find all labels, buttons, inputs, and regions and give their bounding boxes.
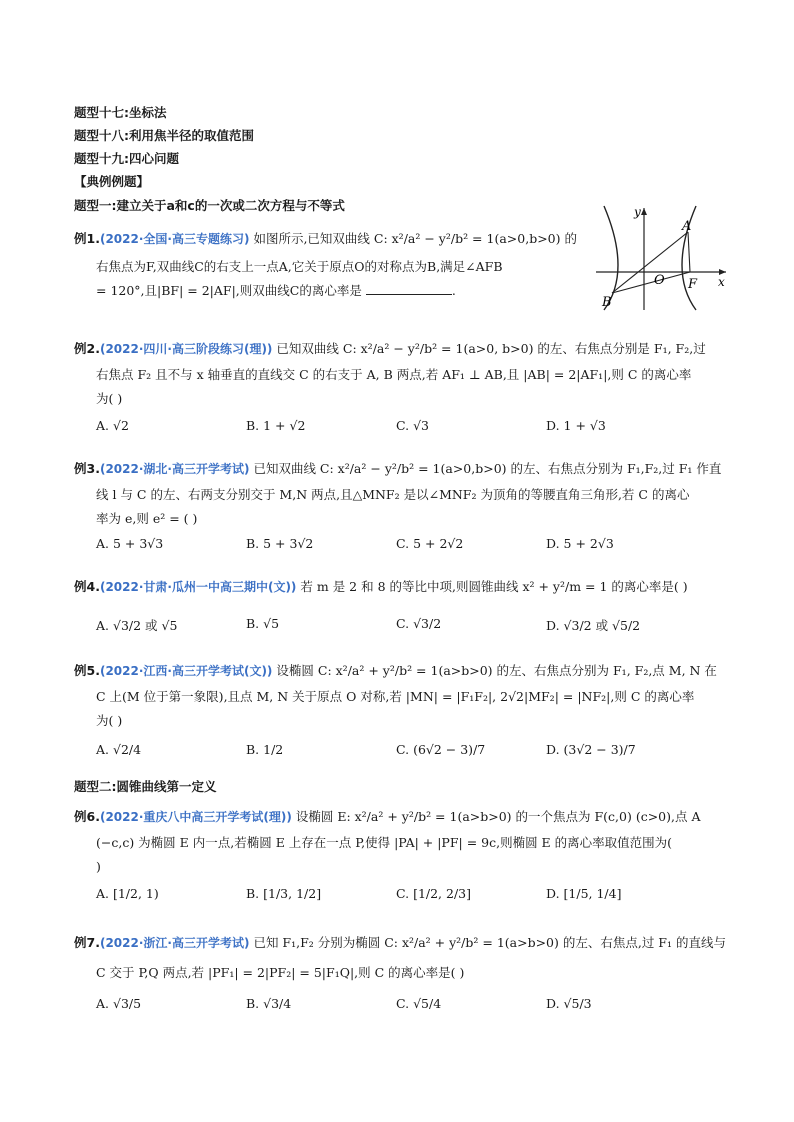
- example-1-text-1: 如图所示,已知双曲线 C: x²/a² − y²/b² = 1(a>0,b>0) 的: [253, 231, 577, 246]
- example-7-option-b[interactable]: B. √3/4: [246, 996, 292, 1011]
- example-2-text-3: 为( ): [96, 391, 123, 406]
- example-2-option-d[interactable]: D. 1 + √3: [546, 418, 606, 433]
- example-5-text-1: 设椭圆 C: x²/a² + y²/b² = 1(a>b>0) 的左、右焦点分别为 F₁, F₂,点 M, N 在: [276, 663, 717, 678]
- example-5-source[interactable]: (2022·江西·高三开学考试(文)): [99, 664, 273, 678]
- example-2-line-1: [74, 340, 706, 358]
- example-6-option-d[interactable]: D. [1/5, 1/4]: [546, 886, 622, 901]
- example-6-text-2: (−c,c) 为椭圆 E 内一点,若椭圆 E 上存在一点 P,使得 |PA| + |PF| = 9c,则椭圆 E 的离心率取值范围为(: [96, 835, 673, 850]
- example-7-line-1: [74, 934, 726, 952]
- period: .: [451, 283, 456, 298]
- label-A: A: [682, 219, 692, 234]
- example-5-text-2: C 上(M 位于第一象限),且点 M, N 关于原点 O 对称,若 |MN| = |F₁F₂|, 2√2|MF₂| = |NF₂|,则 C 的离心率: [96, 689, 695, 704]
- example-7-option-a[interactable]: A. √3/5: [96, 996, 142, 1011]
- heading-type-19: 题型十九:四心问题: [74, 151, 179, 166]
- example-3-label: 例3.: [74, 461, 100, 476]
- example-4-text-1: 若 m 是 2 和 8 的等比中项,则圆锥曲线 x² + y²/m = 1 的离心率是( ): [300, 579, 688, 594]
- example-6-line-1: [74, 808, 701, 826]
- example-6-text-3: ): [96, 859, 101, 874]
- example-6-source[interactable]: (2022·重庆八中高三开学考试(理)): [99, 810, 292, 824]
- example-2-text-2: 右焦点 F₂ 且不与 x 轴垂直的直线交 C 的右支于 A, B 两点,若 AF₁ ⊥ AB,且 |AB| = 2|AF₁|,则 C 的离心率: [96, 367, 692, 382]
- example-3-text-1: 已知双曲线 C: x²/a² − y²/b² = 1(a>0,b>0) 的左、右焦点分别为 F₁,F₂,过 F₁ 作直: [253, 461, 722, 476]
- example-2-source[interactable]: (2022·四川·高三阶段练习(理)): [99, 342, 273, 356]
- example-3-text-2: 线 l 与 C 的左、右两支分别交于 M,N 两点,且△MNF₂ 是以∠MNF₂ 为顶角的等腰直角三角形,若 C 的离心: [96, 487, 690, 502]
- hyperbola-figure: [592, 202, 732, 312]
- example-4-option-d[interactable]: D. √3/2 或 √5/2: [546, 618, 641, 633]
- example-2-option-b[interactable]: B. 1 + √2: [246, 418, 306, 433]
- example-2-label: 例2.: [74, 341, 100, 356]
- example-2-option-a[interactable]: A. √2: [96, 418, 129, 433]
- example-3-option-a[interactable]: A. 5 + 3√3: [96, 536, 164, 551]
- example-6-option-c[interactable]: C. [1/2, 2/3]: [396, 886, 471, 901]
- example-6-options: [96, 886, 736, 908]
- example-5-label: 例5.: [74, 663, 100, 678]
- example-6-label: 例6.: [74, 809, 100, 824]
- heading-type-1: 题型一:建立关于a和c的一次或二次方程与不等式: [74, 198, 345, 213]
- heading-type-2: 题型二:圆锥曲线第一定义: [74, 779, 217, 794]
- example-4-source[interactable]: (2022·甘肃·瓜州一中高三期中(文)): [99, 580, 297, 594]
- example-7-text-2: C 交于 P,Q 两点,若 |PF₁| = 2|PF₂| = 5|F₁Q|,则 C 的离心率是( ): [96, 965, 465, 980]
- example-5-text-3: 为( ): [96, 713, 123, 728]
- example-7-text-1: 已知 F₁,F₂ 分别为椭圆 C: x²/a² + y²/b² = 1(a>b>0) 的左、右焦点,过 F₁ 的直线与: [253, 935, 726, 950]
- example-4-option-c[interactable]: C. √3/2: [396, 616, 442, 631]
- example-5-option-c[interactable]: C. (6√2 − 3)/7: [396, 742, 486, 757]
- example-1-text-2: 右焦点为F,双曲线C的右支上一点A,它关于原点O的对称点为B,满足∠AFB: [96, 259, 503, 274]
- example-5-option-d[interactable]: D. (3√2 − 3)/7: [546, 742, 636, 757]
- heading-type-18: 题型十八:利用焦半径的取值范围: [74, 128, 254, 143]
- example-3-option-d[interactable]: D. 5 + 2√3: [546, 536, 614, 551]
- example-2-option-c[interactable]: C. √3: [396, 418, 429, 433]
- example-7-source[interactable]: (2022·浙江·高三开学考试): [99, 936, 250, 950]
- example-2-text-1: 已知双曲线 C: x²/a² − y²/b² = 1(a>0, b>0) 的左、右焦点分别是 F₁, F₂,过: [276, 341, 706, 356]
- example-1-text-3: = 120°,且|BF| = 2|AF|,则双曲线C的离心率是: [96, 283, 362, 298]
- example-5-option-a[interactable]: A. √2/4: [96, 742, 142, 757]
- example-6-text-1: 设椭圆 E: x²/a² + y²/b² = 1(a>b>0) 的一个焦点为 F(c,0) (c>0),点 A: [295, 809, 701, 824]
- example-6-option-b[interactable]: B. [1/3, 1/2]: [246, 886, 322, 901]
- example-7-options: [96, 996, 736, 1018]
- example-1-source[interactable]: (2022·全国·高三专题练习): [99, 232, 250, 246]
- example-7-option-c[interactable]: C. √5/4: [396, 996, 442, 1011]
- example-4-line-1: [74, 578, 688, 596]
- example-4-option-b[interactable]: B. √5: [246, 616, 280, 631]
- example-3-line-1: [74, 460, 721, 478]
- label-y: y: [634, 205, 641, 219]
- example-5-option-b[interactable]: B. 1/2: [246, 742, 284, 757]
- label-B: B: [602, 295, 612, 310]
- example-4-options: [96, 616, 736, 638]
- example-3-source[interactable]: (2022·湖北·高三开学考试): [99, 462, 250, 476]
- example-1-line-3: [96, 282, 456, 300]
- example-1-line-1: [74, 230, 577, 248]
- label-O: O: [654, 273, 665, 288]
- answer-blank: [366, 282, 452, 295]
- example-3-text-3: 率为 e,则 e² = ( ): [96, 511, 198, 526]
- heading-examples: 【典例例题】: [74, 174, 150, 189]
- label-x: x: [718, 275, 725, 289]
- example-2-options: [96, 418, 736, 440]
- example-3-options: [96, 536, 736, 558]
- example-3-option-b[interactable]: B. 5 + 3√2: [246, 536, 314, 551]
- example-4-option-a[interactable]: A. √3/2 或 √5: [96, 618, 178, 633]
- example-5-options: [96, 742, 736, 764]
- example-3-option-c[interactable]: C. 5 + 2√2: [396, 536, 464, 551]
- label-F: F: [688, 277, 698, 292]
- example-7-label: 例7.: [74, 935, 100, 950]
- example-7-option-d[interactable]: D. √5/3: [546, 996, 592, 1011]
- example-6-option-a[interactable]: A. [1/2, 1): [96, 886, 159, 901]
- heading-type-17: 题型十七:坐标法: [74, 105, 167, 120]
- example-4-label: 例4.: [74, 579, 100, 594]
- example-5-line-1: [74, 662, 717, 680]
- example-1-label: 例1.: [74, 231, 100, 246]
